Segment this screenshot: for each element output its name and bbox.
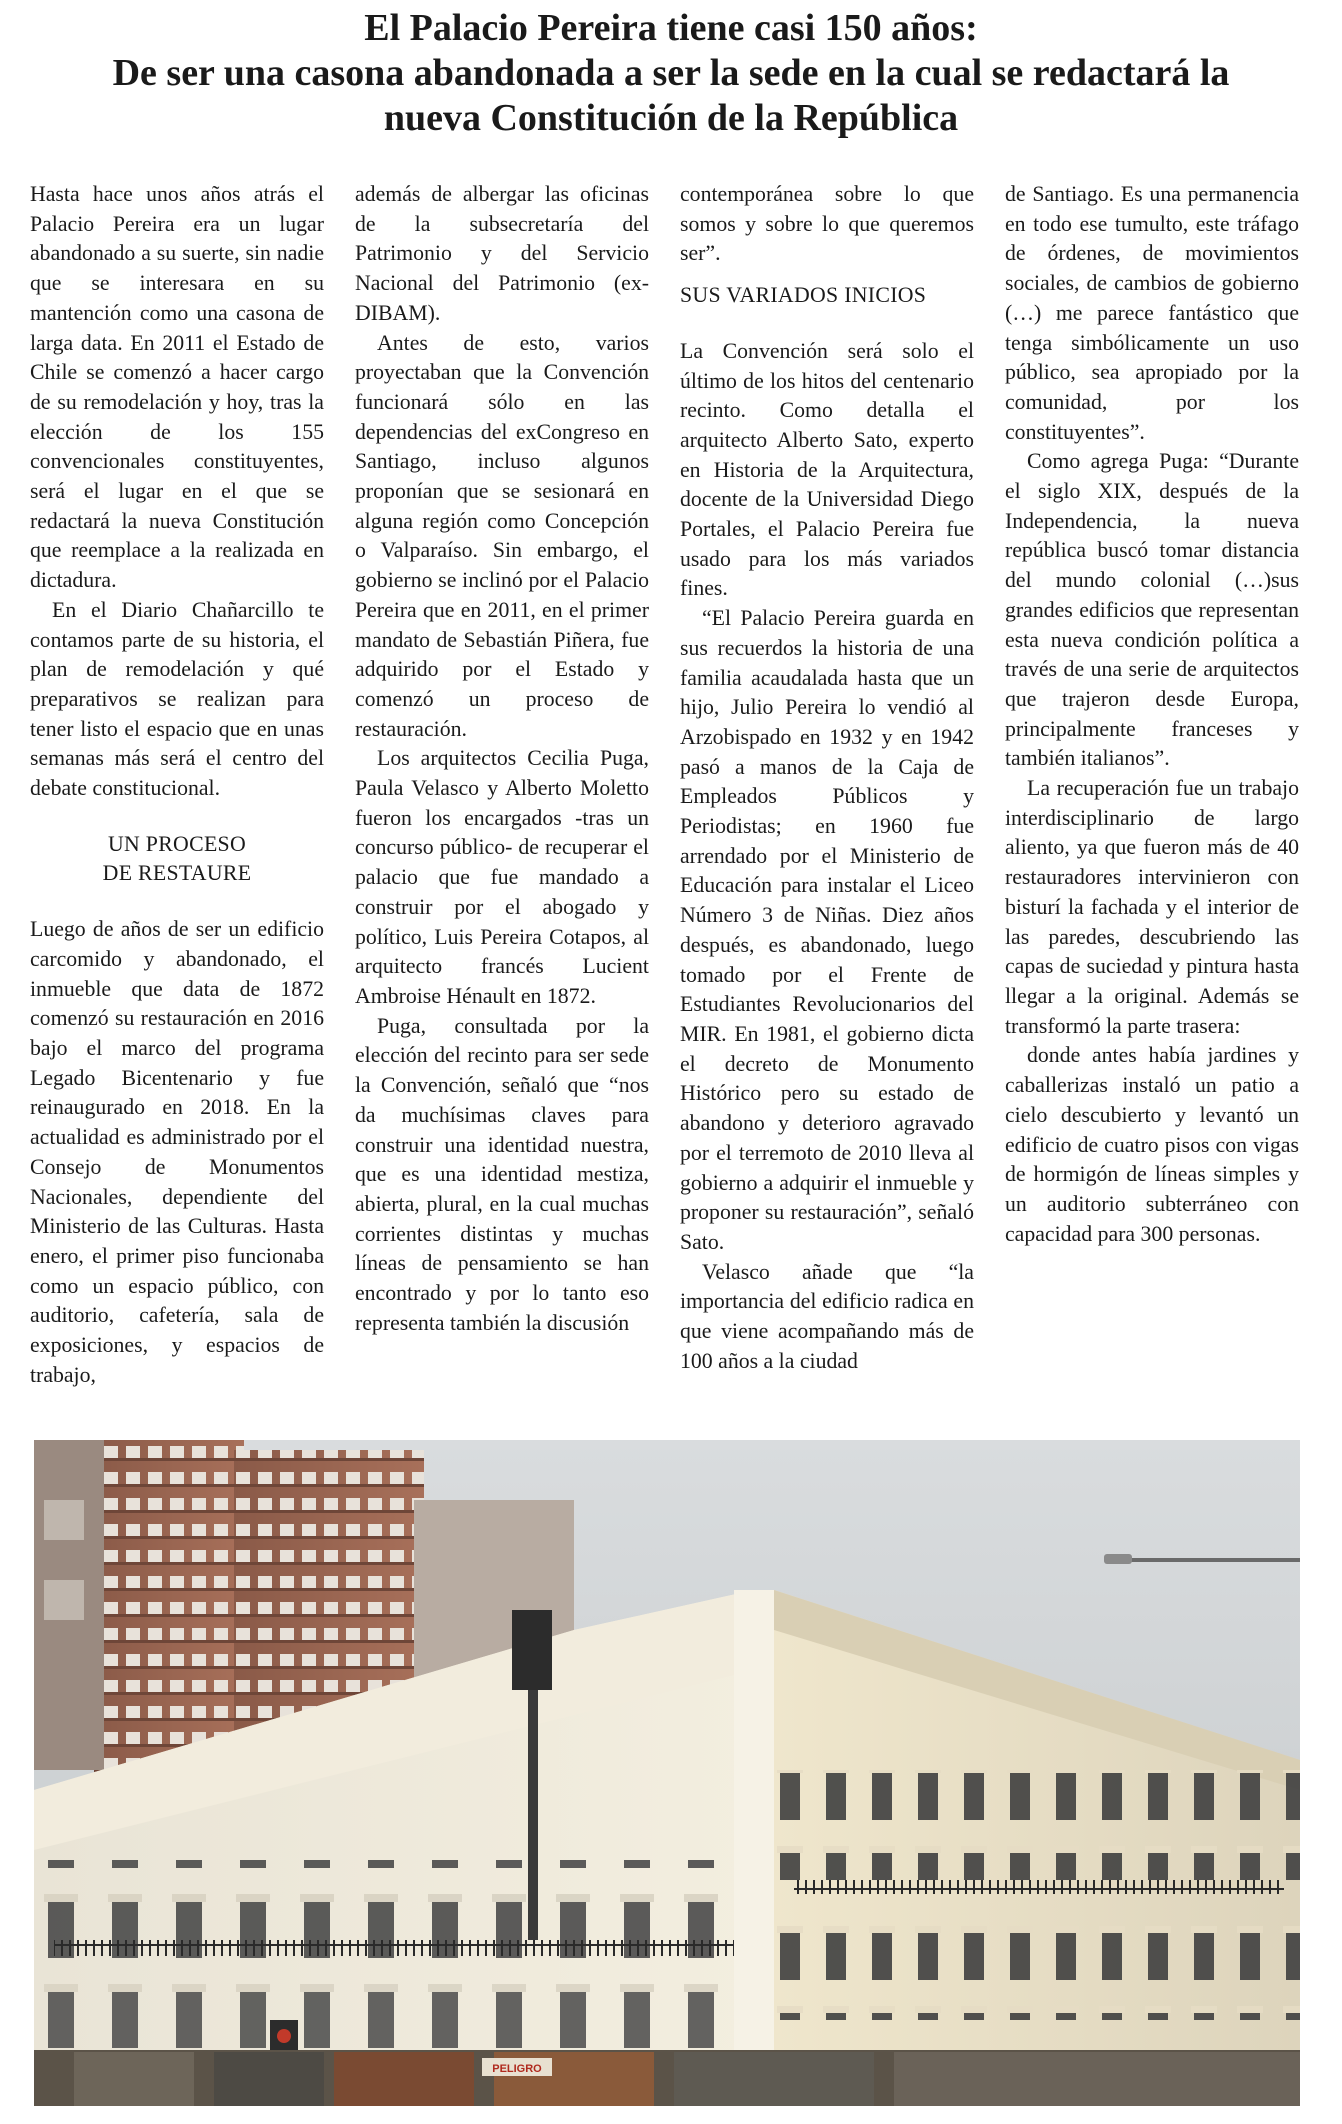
paragraph: contemporánea sobre lo que somos y sobre lo que queremos ser”. (680, 182, 974, 266)
palace-corner (734, 1590, 774, 2106)
paragraph: Hasta hace unos años atrás el Palacio Pereira era un lugar abandonado a su suerte, sin nadie que se interesara en su mantención como una casona de larga data. En 2011 el Estado de Chile se comenzó a hacer cargo de su remodelación y hoy, tras la elección de los 155 convencionales constituyentes, será el lugar en el que se redactará la nueva Constitución que reemplace a la realizada en dictadura. (30, 182, 324, 593)
graffiti-text: PELIGRO (492, 2063, 542, 2075)
headline-line-3: nueva Constitución de la República (383, 97, 959, 139)
article-column-3 (680, 180, 974, 1376)
construction-fence (34, 2050, 1300, 2106)
paragraph: Los arquitectos Cecilia Puga, Paula Velasco y Alberto Moletto fueron los encargados -tras un concurso público- de recuperar el palacio que fue mandado a construir por el abogado y político, Luis Pereira Cotapos, al arquitecto francés Lucient Ambroise Hénault en 1872. (355, 746, 649, 1008)
paragraph: Antes de esto, varios proyectaban que la Convención funcionará sólo en las dependencias del exCongreso en Santiago, incluso algunos proponían que se sesionará en alguna región como Concepción o Valparaíso. Sin embargo, el gobierno se inclinó por el Palacio Pereira que en 2011, en el primer mandato de Sebastián Piñera, fue adquirido por el Estado y comenzó un proceso de restauración. (355, 330, 649, 741)
paragraph: La Convención será solo el último de los hitos del centenario recinto. Como detalla el arquitecto Alberto Sato, experto en Historia de la Arquitectura, docente de la Universidad Diego Portales, el Palacio Pereira fue usado para los más variados fines. (680, 338, 974, 601)
article-column-1 (30, 180, 324, 1390)
article-column-4 (1005, 180, 1299, 1249)
paragraph: “El Palacio Pereira guarda en sus recuerdos la historia de una familia acaudalada hasta que un hijo, Julio Pereira lo vendió al Arzobispado en 1932 y en 1942 pasó a manos de la Caja de Empleados Públicos y Periodistas; en 1960 fue arrendado por el Ministerio de Educación para instalar el Liceo Número 3 de Niñas. Diez años después, es abandonado, luego tomado por el Frente de Estudiantes Revolucionarios del MIR. En 1981, el gobierno dicta el decreto de Monumento Histórico pero su estado de abandono y deterioro agravado por el terremoto de 2010 lleva al gobierno a adquirir el inmueble y proponer su restauración”, señaló Sato. (680, 606, 974, 1254)
paragraph: La recuperación fue un trabajo interdisciplinario de largo aliento, ya que fueron más de 40 restauradores intervinieron con bisturí la fachada y el interior de las paredes, descubriendo las capas de suciedad y pintura hasta llegar a la original. Además se transformó la parte trasera: (1005, 776, 1299, 1038)
paragraph: Velasco añade que “la importancia del edificio radica en que viene acompañando más de 100 años a la ciudad (680, 1259, 974, 1373)
article-headline (40, 6, 1302, 141)
subheading (30, 830, 324, 889)
article-column-2 (355, 180, 649, 1338)
paragraph: En el Diario Chañarcillo te contamos parte de su historia, el plan de remodelación y qué preparativos se realizan para tener listo el espacio que en unas semanas más será el centro del debate constitucional. (30, 597, 324, 801)
subheading-line-1: UN PROCESO (107, 831, 247, 856)
paragraph: donde antes había jardines y caballerizas instaló un patio a cielo descubierto y levantó un edificio de cuatro pisos con vigas de hormigón de líneas simples y un auditorio subterráneo con capacidad para 300 personas. (1005, 1043, 1299, 1246)
paragraph: Puga, consultada por la elección del recinto para ser sede la Convención, señaló que “nos da muchísimas claves para construir una identidad nuestra, que es una identidad mestiza, abierta, plural, en la cual muchas corrientes distintas y muchas líneas de pensamiento se han encontrado y por lo tanto eso representa también la discusión (355, 1013, 649, 1335)
subheading: SUS VARIADOS INICIOS (680, 283, 927, 308)
paragraph: de Santiago. Es una permanencia en todo ese tumulto, este tráfago de órdenes, de movimientos sociales, de cambios de gobierno (…) me parece fantástico que tenga simbólicamente un uso público, sea apropiado por la comunidad, por los constituyentes”. (1005, 182, 1299, 444)
paragraph: Como agrega Puga: “Durante el siglo XIX, después de la Independencia, la nueva república buscó tomar distancia del mundo colonial (…)sus grandes edificios que representan esta nueva condición política a través de una serie de arquitectos que trajeron desde Europa, principalmente franceses y también italianos”. (1005, 449, 1299, 771)
palacio-pereira-photo (34, 1440, 1300, 2106)
headline-line-2: De ser una casona abandonada a ser la sede en la cual se redactará la (112, 52, 1230, 94)
subheading-line-2: DE RESTAURE (102, 861, 252, 886)
headline-line-1: El Palacio Pereira tiene casi 150 años: (364, 7, 978, 49)
paragraph: Luego de años de ser un edificio carcomido y abandonado, el inmueble que data de 1872 comenzó su restauración en 2016 bajo el marco del programa Legado Bicentenario y fue reinaugurado en 2018. En la actualidad es administrado por el Consejo de Monumentos Nacionales, dependiente del Ministerio de las Culturas. Hasta enero, el primer piso funcionaba como un espacio público, con auditorio, cafetería, sala de exposiciones, y espacios de trabajo, (30, 917, 324, 1387)
paragraph: además de albergar las oficinas de la subsecretaría del Patrimonio y del Servicio Nacional del Patrimonio (ex-DIBAM). (355, 182, 649, 325)
